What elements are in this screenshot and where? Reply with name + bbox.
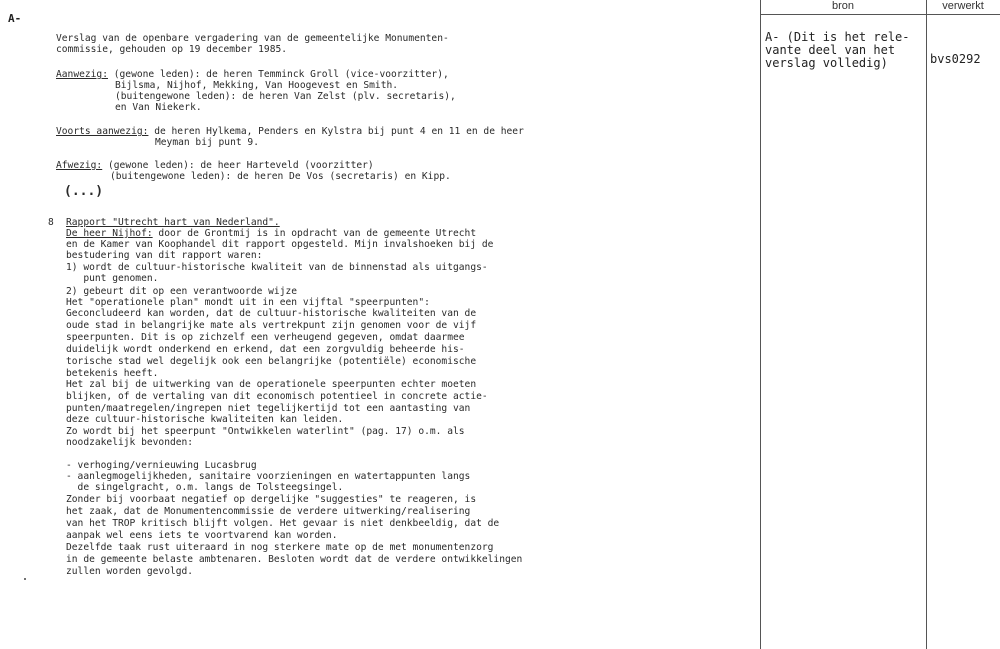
body-line: Zonder bij voorbaat negatief op dergelijke "suggesties" te reageren, is xyxy=(66,494,477,505)
body-line: 1) wordt de cultuur-historische kwaliteit van de binnenstad als uitgangs- xyxy=(66,262,488,273)
rapport-title: Rapport "Utrecht hart van Nederland". xyxy=(66,217,280,228)
afwezig-label: Afwezig: xyxy=(56,160,103,171)
body-line: speerpunten. Dit is op zichzelf een verheugend gegeven, omdat daarmee xyxy=(66,332,465,343)
speaker-label: De heer Nijhof: xyxy=(66,228,153,239)
body-line: Het zal bij de uitwerking van de operationele speerpunten echter moeten xyxy=(66,379,477,390)
aanwezig-row xyxy=(56,69,449,80)
afwezig-line-1: (gewone leden): de heer Harteveld (voorzitter) xyxy=(102,160,374,171)
voorts-line-1: de heren Hylkema, Penders en Kylstra bij punt 4 en 11 en de heer xyxy=(148,126,524,137)
body-line: torische stad wel degelijk ook een belangrijke (potentiële) economische xyxy=(66,356,477,367)
body-line: van het TROP kritisch blijft volgen. Het gevaar is niet denkbeeldig, dat de xyxy=(66,518,500,529)
voorts-line-2: Meyman bij punt 9. xyxy=(155,137,259,148)
aanwezig-label: Aanwezig: xyxy=(56,69,108,80)
body-line: aanpak wel eens iets te voortvarend kan worden. xyxy=(66,530,338,541)
side-note-line-3: verslag volledig) xyxy=(765,56,888,70)
side-note-line-1: A- (Dit is het rele- xyxy=(765,30,910,44)
ellipsis: (...) xyxy=(64,184,104,199)
aanwezig-line-3: (buitengewone leden): de heren Van Zelst (plv. secretaris), xyxy=(115,91,456,102)
corner-mark: A- xyxy=(8,12,22,25)
body-line: zullen worden gevolgd. xyxy=(66,566,194,577)
body-line: oude stad in belangrijke mate als vertrekpunt zijn genomen voor de vijf xyxy=(66,320,477,331)
body-line: in de gemeente belaste ambtenaren. Besloten wordt dat de verdere ontwikkelingen xyxy=(66,554,523,565)
body-line: duidelijk wordt onderkend en erkend, dat een zorgvuldig beheerde his- xyxy=(66,344,465,355)
scan-speck xyxy=(24,578,26,580)
speaker-rest: door de Grontmij is in opdracht van de gemeente Utrecht xyxy=(152,228,477,239)
body-line: Geconcludeerd kan worden, dat de cultuur-historische kwaliteiten van de xyxy=(66,308,477,319)
side-note-code: bvs0292 xyxy=(930,52,981,66)
body-line: betekenis heeft. xyxy=(66,368,159,379)
intro-line-2: commissie, gehouden op 19 december 1985. xyxy=(56,44,288,55)
body-line: Dezelfde taak rust uiteraard in nog sterkere mate op de met monumentenzorg xyxy=(66,542,494,553)
item-number: 8 xyxy=(48,217,54,228)
body-line: 2) gebeurt dit op een verantwoorde wijze xyxy=(66,286,298,297)
side-note-line-2: vante deel van het xyxy=(765,43,896,57)
voorts-row xyxy=(56,126,524,137)
body-line: en de Kamer van Koophandel dit rapport opgesteld. Mijn invalshoeken bij de xyxy=(66,239,494,250)
voorts-label: Voorts aanwezig: xyxy=(56,126,149,137)
aanwezig-line-4: en Van Niekerk. xyxy=(115,102,202,113)
body-line: deze cultuur-historische kwaliteiten kan leiden. xyxy=(66,414,344,425)
metadata-panel xyxy=(760,0,1000,649)
header-verwerkt: verwerkt xyxy=(926,0,1000,15)
body-line: Zo wordt bij het speerpunt "Ontwikkelen waterlint" (pag. 17) o.m. als xyxy=(66,426,465,437)
body-line: het zaak, dat de Monumentencommissie de verdere uitwerking/realisering xyxy=(66,506,471,517)
body-line: punten/maatregelen/ingrepen niet tegelijkertijd tot een aantasting van xyxy=(66,403,471,414)
intro-line-1: Verslag van de openbare vergadering van de gemeentelijke Monumenten- xyxy=(56,33,449,44)
body-line: noodzakelijk bevonden: xyxy=(66,437,194,448)
body-line: punt genomen. xyxy=(66,273,159,284)
column-divider xyxy=(926,0,927,649)
body-line: blijken, of de vertaling van dit economisch potentieel in concrete actie- xyxy=(66,391,488,402)
afwezig-line-2: (buitengewone leden): de heren De Vos (secretaris) en Kipp. xyxy=(110,171,451,182)
body-line: - aanlegmogelijkheden, sanitaire voorzieningen en watertappunten langs xyxy=(66,471,471,482)
aanwezig-line-1: (gewone leden): de heren Temminck Groll (vice-voorzitter), xyxy=(107,69,449,80)
afwezig-row xyxy=(56,160,374,171)
body-line: de singelgracht, o.m. langs de Tolsteegsingel. xyxy=(66,482,344,493)
body-line: bestudering van dit rapport waren: xyxy=(66,250,263,261)
aanwezig-line-2: Bijlsma, Nijhof, Mekking, Van Hoogevest en Smith. xyxy=(115,80,399,91)
header-bron: bron xyxy=(760,0,926,15)
body-line: Het "operationele plan" mondt uit in een vijftal "speerpunten": xyxy=(66,297,430,308)
speaker-row xyxy=(66,228,476,239)
body-line: - verhoging/vernieuwing Lucasbrug xyxy=(66,460,257,471)
